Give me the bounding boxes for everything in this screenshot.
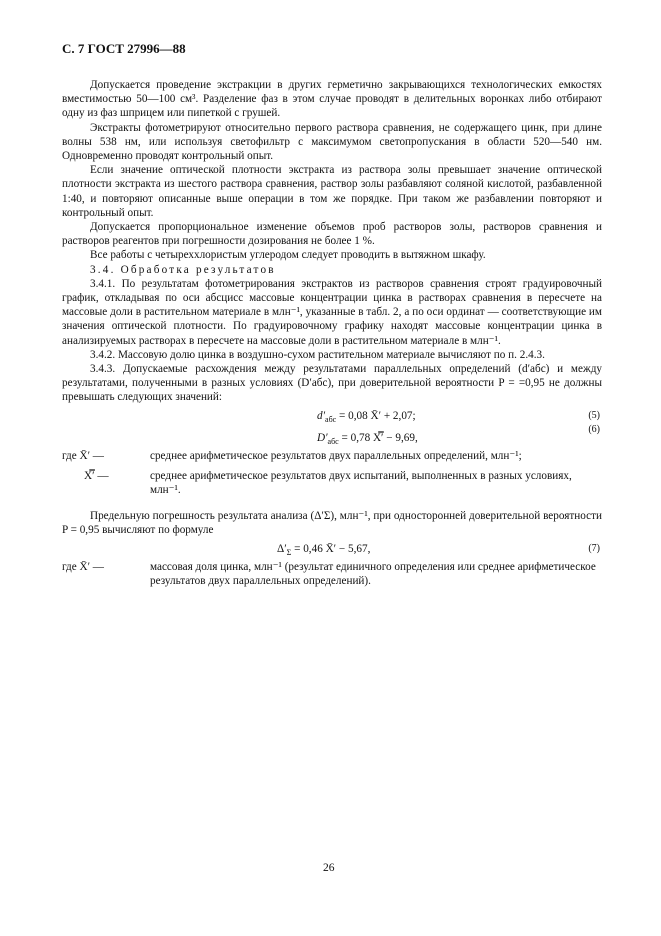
section-heading: 3.4. Обработка результатов (90, 263, 276, 276)
formula-6-number: (6) (588, 423, 600, 435)
formula-7-number: (7) (588, 542, 600, 554)
paragraph: 3.4.1. По результатам фотометрирования экстрактов из растворов сравнения строят градуировочный график, откладывая по оси абсцисс массовые концентрации цинка в растворах сравнения в пересчете на массовые доли в растительном материале в млн⁻¹, указанные в табл. 2, а по оси ординат — соответствующие им значения оптической плотности. По градуировочному графику находят массовые концентрации цинка в анализируемых растворах в пересчете на массовые доли в растительном материале в млн⁻¹. (62, 277, 602, 347)
paragraph: Экстракты фотометрируют относительно первого раствора сравнения, не содержащего цинк, при длине волны 538 нм, или используя светофильтр с максимумом светопропускания в области 520—540 нм. Одновременно проводят контрольный опыт. (62, 121, 602, 163)
paragraph: Допускается пропорциональное изменение объемов проб растворов золы, растворов сравнения и растворов реагентов при погрешности дозирования не более 1 %. (62, 221, 602, 248)
formula-5-number: (5) (588, 409, 600, 421)
paragraph: Все работы с четыреххлористым углеродом следует проводить в вытяжном шкафу. (90, 249, 486, 262)
definition-symbol: где X̄′ — (62, 560, 104, 573)
definition (62, 449, 602, 463)
page-header: С. 7 ГОСТ 27996—88 (62, 41, 186, 56)
formula-6: $D'_{абс} = 0,78$ X̿′ − 9,69, (6) (317, 423, 600, 446)
definition-symbol: где X̄′ — (62, 449, 104, 462)
formula-6-expression: = 0,78 X̿′ − 9,69, (338, 431, 418, 444)
definition-text: среднее арифметическое результатов двух параллельных определений, млн⁻¹; (150, 449, 522, 462)
paragraph: Предельную погрешность результата анализа (Δ′Σ), млн⁻¹, при односторонней доверительной вероятности P = 0,95 вычисляют по формуле (62, 510, 602, 537)
document-body (62, 78, 602, 588)
page-number: 26 (323, 862, 335, 874)
definition-symbol: X̿′ — (84, 469, 109, 482)
paragraph: Допускается проведение экстракции в других герметично закрывающихся технологических емкостях вместимостью 50—100 см³. Разделение фаз в этом случае проводят в делительных воронках либо отбирают одну из фаз шприцем или пипеткой с грушей. (62, 79, 602, 120)
formula-7-expression: = 0,46 X̄′ − 5,67, (291, 542, 371, 555)
paragraph: 3.4.3. Допускаемые расхождения между результатами параллельных определений (d′абс) и между результатами, полученными в разных условиях (D′абс), при доверительной вероятности P = =0,95 не должны превышать следующих значений: (62, 363, 602, 404)
formula-5: $d'_{абс} = 0,08$ X̄′ + 2,07; (5) (317, 409, 600, 424)
paragraph: 3.4.2. Массовую долю цинка в воздушно-сухом растительном материале вычисляют по п. 2.4.3. (90, 348, 545, 361)
paragraph: Если значение оптической плотности экстракта из раствора золы превышает значение оптической плотности экстракта из шестого раствора сравнения, раствор золы разбавляют соляной кислотой, разбавленной 1:40, и повторяют описанные выше операции в том же порядке. При таком же разбавлении повторяют и контрольный опыт. (62, 164, 602, 219)
definition (62, 560, 602, 588)
formula-5-expression: = 0,08 X̄′ + 2,07; (336, 409, 416, 422)
formula-7: $\Delta'_\Sigma = 0,46$ X̄′ − 5,67, (7) (277, 542, 600, 557)
definition-text: среднее арифметическое результатов двух испытаний, выполненных в разных условиях, млн⁻¹. (150, 469, 572, 497)
definition-text: массовая доля цинка, млн⁻¹ (результат единичного определения или среднее арифметическое результатов двух параллельных определений). (150, 560, 596, 587)
definition (62, 469, 602, 497)
